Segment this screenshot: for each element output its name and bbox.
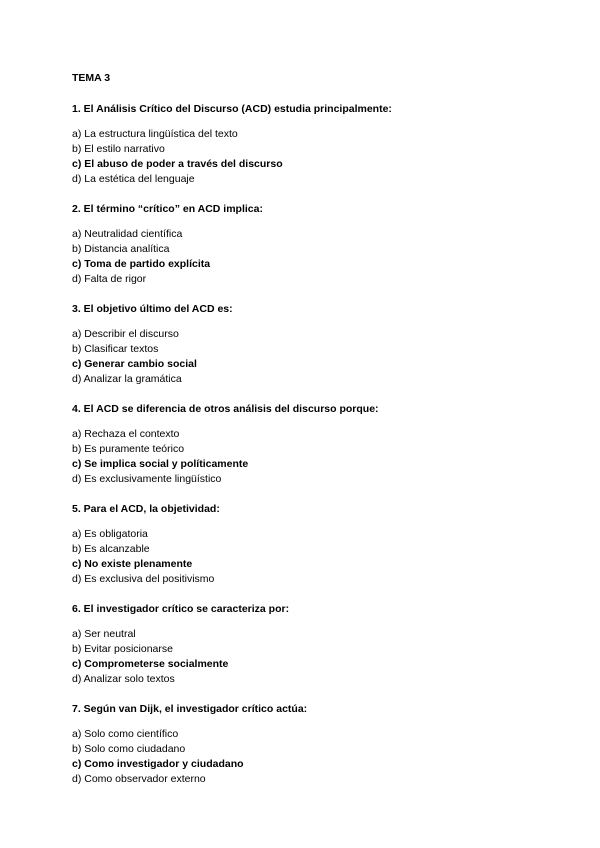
answer-option: a) Neutralidad científica	[72, 228, 183, 240]
question-text: 5. Para el ACD, la objetividad:	[72, 503, 220, 515]
answer-option-correct: c) Generar cambio social	[72, 358, 197, 370]
answer-option-correct: c) El abuso de poder a través del discurso	[72, 158, 283, 170]
answer-option-correct: c) Se implica social y políticamente	[72, 458, 249, 470]
answer-option-correct: c) Comprometerse socialmente	[72, 658, 229, 670]
answer-option: a) Ser neutral	[72, 628, 136, 640]
question-block	[72, 302, 600, 387]
answer-option: b) Es alcanzable	[72, 543, 150, 555]
answer-option: b) El estilo narrativo	[72, 143, 165, 155]
question-block	[72, 602, 600, 687]
answer-option-correct: c) No existe plenamente	[72, 558, 193, 570]
question-text: 4. El ACD se diferencia de otros análisis del discurso porque:	[72, 403, 379, 415]
question-text: 1. El Análisis Crítico del Discurso (ACD) estudia principalmente:	[72, 103, 392, 115]
answer-option: d) Analizar solo textos	[72, 673, 175, 685]
question-text: 6. El investigador crítico se caracteriza por:	[72, 603, 290, 615]
answer-option: d) Es exclusiva del positivismo	[72, 573, 215, 585]
question-block	[72, 702, 600, 787]
question-text: 2. El término “crítico” en ACD implica:	[72, 203, 263, 215]
answer-option: d) Es exclusivamente lingüístico	[72, 473, 222, 485]
answer-option: a) Solo como científico	[72, 728, 179, 740]
question-block	[72, 402, 600, 487]
answer-option: a) Describir el discurso	[72, 328, 179, 340]
answer-option: d) La estética del lenguaje	[72, 173, 195, 185]
document-title: TEMA 3	[72, 72, 111, 84]
answer-option-correct: c) Como investigador y ciudadano	[72, 758, 244, 770]
answer-option: b) Es puramente teórico	[72, 443, 185, 455]
answer-option: d) Falta de rigor	[72, 273, 147, 285]
question-text: 7. Según van Dijk, el investigador crítico actúa:	[72, 703, 308, 715]
answer-option: a) Rechaza el contexto	[72, 428, 180, 440]
answer-option: b) Solo como ciudadano	[72, 743, 186, 755]
answer-option: b) Clasificar textos	[72, 343, 159, 355]
answer-option: a) La estructura lingüística del texto	[72, 128, 238, 140]
answer-option: a) Es obligatoria	[72, 528, 148, 540]
question-block	[72, 502, 600, 587]
answer-option: d) Como observador externo	[72, 773, 206, 785]
answer-option: b) Distancia analítica	[72, 243, 170, 255]
answer-option-correct: c) Toma de partido explícita	[72, 258, 211, 270]
question-text: 3. El objetivo último del ACD es:	[72, 303, 233, 315]
question-block	[72, 202, 600, 287]
question-block	[72, 102, 600, 187]
answer-option: d) Analizar la gramática	[72, 373, 182, 385]
question-list	[72, 102, 600, 787]
answer-option: b) Evitar posicionarse	[72, 643, 173, 655]
